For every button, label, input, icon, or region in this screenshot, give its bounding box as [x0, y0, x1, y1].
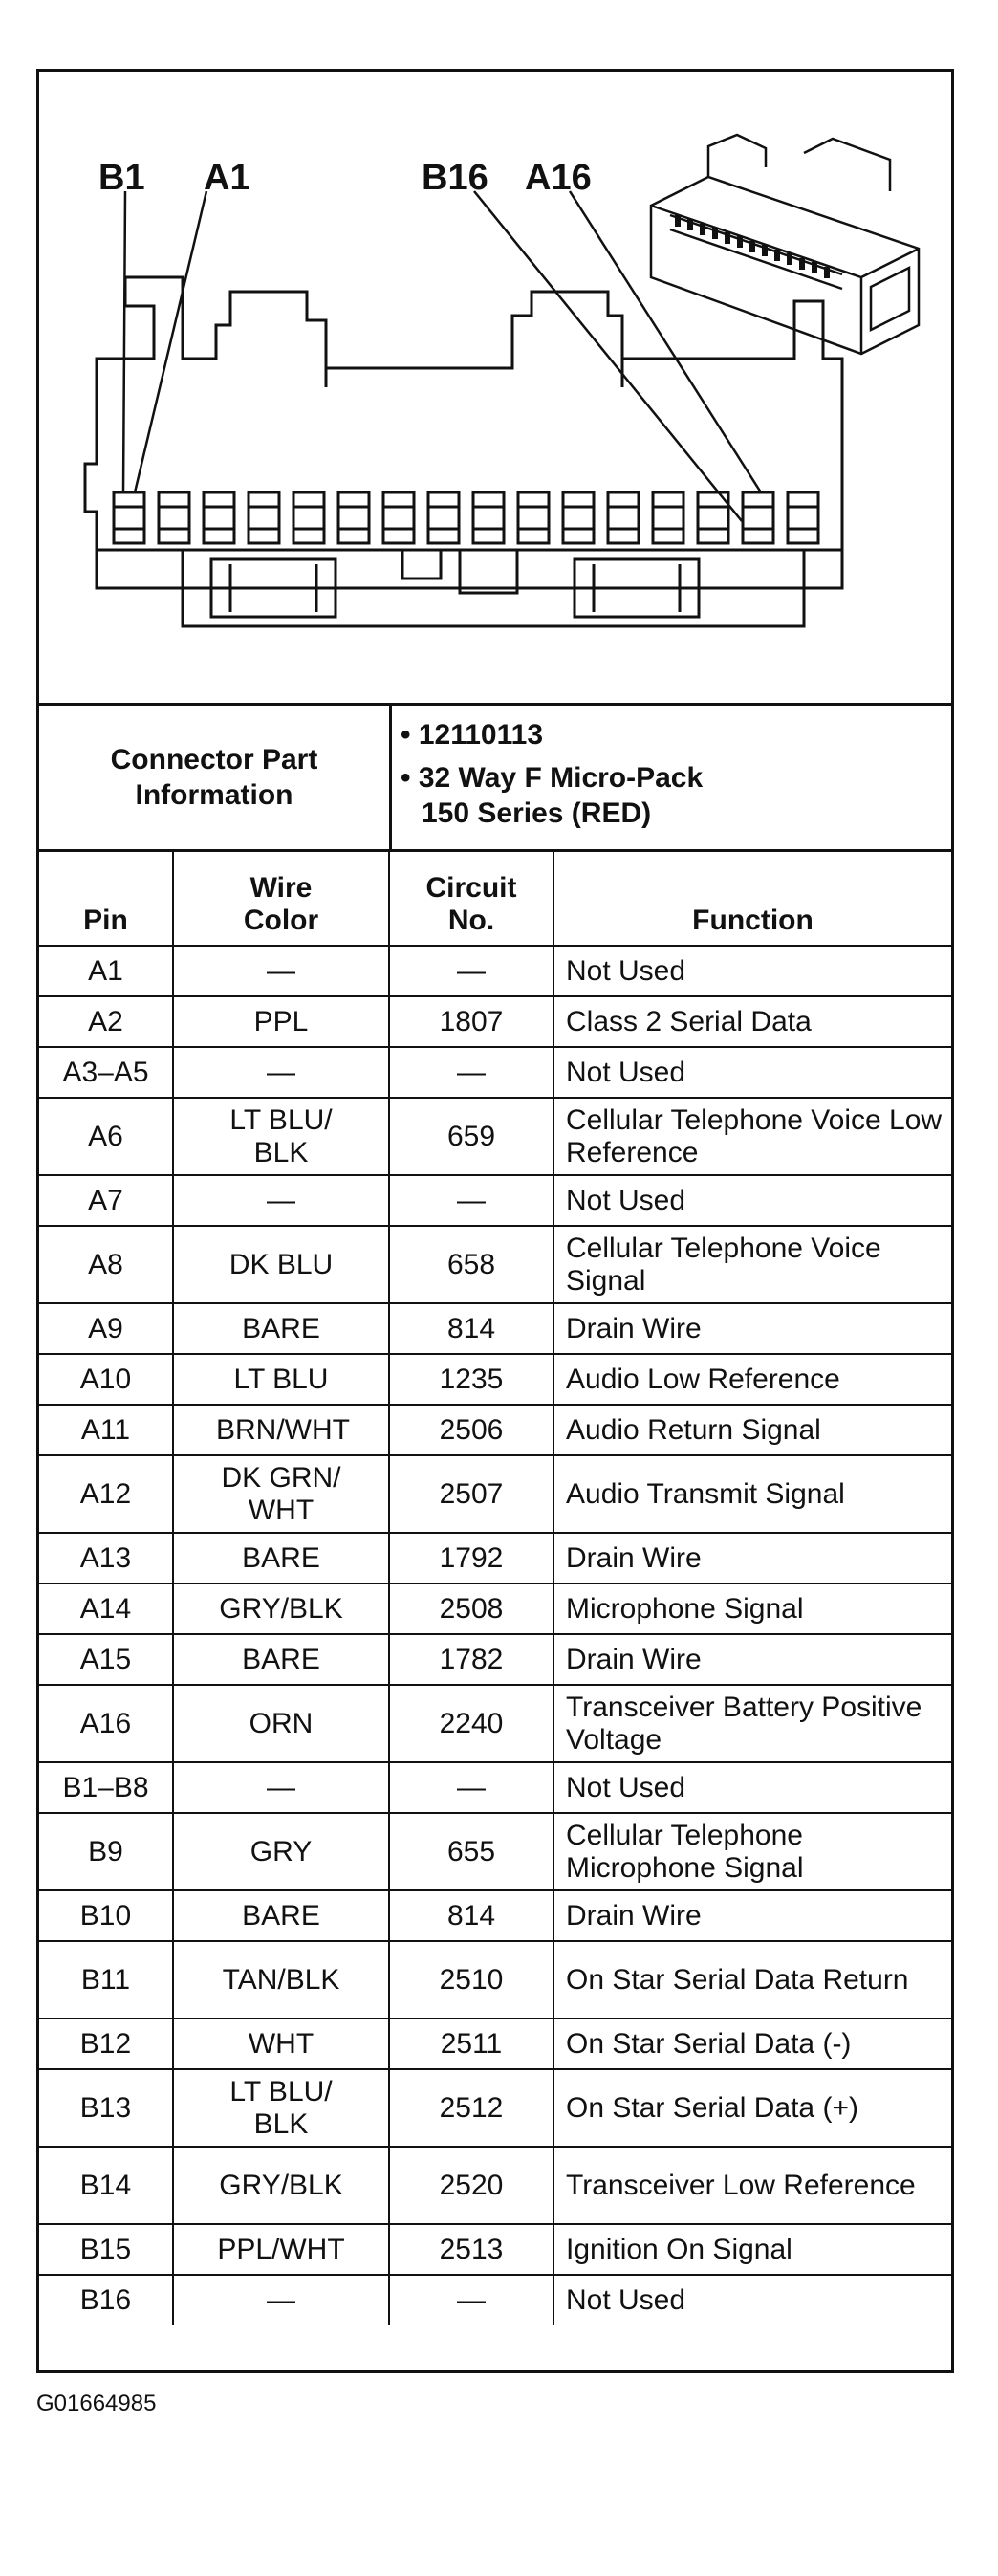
pin-cell: A6: [39, 1098, 173, 1175]
circuit-cell: 2513: [389, 2224, 553, 2275]
pin-cavity: [608, 507, 639, 543]
wire-color-cell: PPL: [173, 996, 389, 1047]
table-row: [39, 1047, 951, 1098]
pin-cavity: [743, 492, 773, 529]
pin-cavity: [204, 492, 234, 529]
function-cell: Ignition On Signal: [553, 2224, 951, 2275]
table-row: [39, 1583, 951, 1634]
table-row: [39, 946, 951, 996]
circuit-cell: —: [389, 946, 553, 996]
wire-color-cell: —: [173, 946, 389, 996]
pin-cavity: [428, 507, 459, 543]
pin-cavity: [114, 507, 144, 543]
pin-cavity: [518, 492, 549, 529]
function-cell: Cellular Telephone Voice Signal: [553, 1226, 951, 1303]
circuit-cell: —: [389, 2275, 553, 2325]
label-b1: B1: [98, 158, 145, 198]
wire-color-cell: TAN/BLK: [173, 1941, 389, 2019]
pin-cavity: [743, 507, 773, 543]
function-cell: Audio Low Reference: [553, 1354, 951, 1405]
pin-cavity: [653, 507, 683, 543]
pin-cell: A16: [39, 1685, 173, 1762]
wire-color-cell: BRN/WHT: [173, 1405, 389, 1455]
pin-cell: A7: [39, 1175, 173, 1226]
wire-color-cell: LT BLU/ BLK: [173, 1098, 389, 1175]
table-row: [39, 1175, 951, 1226]
pin-cavity: [428, 492, 459, 529]
function-cell: Drain Wire: [553, 1634, 951, 1685]
pin-cavity: [473, 507, 504, 543]
pin-cell: A11: [39, 1405, 173, 1455]
circuit-cell: 2511: [389, 2019, 553, 2069]
wire-color-cell: LT BLU: [173, 1354, 389, 1405]
table-row: [39, 1405, 951, 1455]
wire-color-cell: ORN: [173, 1685, 389, 1762]
pin-cell: B13: [39, 2069, 173, 2147]
pinout-rows: [39, 946, 951, 2325]
table-header-row: [39, 850, 951, 946]
circuit-cell: 2510: [389, 1941, 553, 2019]
table-row: [39, 2069, 951, 2147]
table-row: [39, 1354, 951, 1405]
pin-cavity: [249, 507, 279, 543]
wire-color-cell: GRY/BLK: [173, 1583, 389, 1634]
pin-cell: B9: [39, 1813, 173, 1890]
function-cell: Audio Return Signal: [553, 1405, 951, 1455]
connector-diagram: [39, 72, 951, 706]
function-cell: Not Used: [553, 1047, 951, 1098]
pin-grid: [114, 492, 818, 543]
pin-cavity: [159, 492, 189, 529]
header-wire-color: Wire Color: [173, 850, 389, 946]
pin-cell: A10: [39, 1354, 173, 1405]
pin-cavity: [293, 492, 324, 529]
connector-part-information: [39, 706, 951, 852]
circuit-cell: 1807: [389, 996, 553, 1047]
circuit-cell: —: [389, 1175, 553, 1226]
circuit-cell: 655: [389, 1813, 553, 1890]
connector-type: • 32 Way F Micro-Pack: [401, 762, 704, 794]
function-cell: Transceiver Battery Positive Voltage: [553, 1685, 951, 1762]
pin-cell: A13: [39, 1533, 173, 1583]
pin-cavity: [338, 492, 369, 529]
function-cell: Microphone Signal: [553, 1583, 951, 1634]
pin-cell: B15: [39, 2224, 173, 2275]
circuit-cell: 2507: [389, 1455, 553, 1533]
function-cell: Transceiver Low Reference: [553, 2147, 951, 2224]
wire-color-cell: GRY: [173, 1813, 389, 1890]
function-cell: Not Used: [553, 1175, 951, 1226]
table-row: [39, 996, 951, 1047]
pin-cell: B12: [39, 2019, 173, 2069]
table-row: [39, 1685, 951, 1762]
pin-cavity: [114, 492, 144, 529]
function-cell: Not Used: [553, 1762, 951, 1813]
function-cell: Not Used: [553, 2275, 951, 2325]
pin-cavity: [293, 507, 324, 543]
pin-cavity: [473, 492, 504, 529]
wire-color-cell: —: [173, 1047, 389, 1098]
function-cell: Drain Wire: [553, 1533, 951, 1583]
header-circuit-no: Circuit No.: [389, 850, 553, 946]
pin-cavity: [788, 492, 818, 529]
wire-color-cell: BARE: [173, 1634, 389, 1685]
table-row: [39, 1455, 951, 1533]
function-cell: On Star Serial Data Return: [553, 1941, 951, 2019]
wire-color-cell: GRY/BLK: [173, 2147, 389, 2224]
wire-color-cell: LT BLU/ BLK: [173, 2069, 389, 2147]
pin-cavity: [608, 492, 639, 529]
connector-series: 150 Series (RED): [422, 797, 652, 829]
wire-color-cell: BARE: [173, 1303, 389, 1354]
pin-cavity: [563, 507, 594, 543]
pin-cell: B10: [39, 1890, 173, 1941]
function-cell: Not Used: [553, 946, 951, 996]
circuit-cell: 1235: [389, 1354, 553, 1405]
wire-color-cell: PPL/WHT: [173, 2224, 389, 2275]
table-row: [39, 1813, 951, 1890]
pin-cell: A2: [39, 996, 173, 1047]
table-row: [39, 2224, 951, 2275]
pin-cell: A14: [39, 1583, 173, 1634]
circuit-cell: —: [389, 1762, 553, 1813]
pin-cell: B11: [39, 1941, 173, 2019]
wire-color-cell: DK GRN/ WHT: [173, 1455, 389, 1533]
wire-color-cell: DK BLU: [173, 1226, 389, 1303]
wire-color-cell: —: [173, 1762, 389, 1813]
pin-cell: B1–B8: [39, 1762, 173, 1813]
table-row: [39, 1634, 951, 1685]
pin-cell: B16: [39, 2275, 173, 2325]
circuit-cell: 1782: [389, 1634, 553, 1685]
table-row: [39, 1890, 951, 1941]
header-function: Function: [553, 850, 951, 946]
circuit-cell: 814: [389, 1890, 553, 1941]
pin-cavity: [518, 507, 549, 543]
pin-cavity: [249, 492, 279, 529]
pin-cavity: [788, 507, 818, 543]
pin-cell: A3–A5: [39, 1047, 173, 1098]
figure-code: G01664985: [36, 2390, 157, 2416]
label-a16: A16: [525, 158, 592, 198]
part-number: • 12110113: [401, 719, 544, 751]
wire-color-cell: —: [173, 2275, 389, 2325]
pin-cavity: [383, 507, 414, 543]
pin-cavity: [383, 492, 414, 529]
function-cell: On Star Serial Data (+): [553, 2069, 951, 2147]
function-cell: Class 2 Serial Data: [553, 996, 951, 1047]
circuit-cell: 2508: [389, 1583, 553, 1634]
table-row: [39, 1098, 951, 1175]
pin-cavity: [563, 492, 594, 529]
pin-cavity: [338, 507, 369, 543]
wire-color-cell: WHT: [173, 2019, 389, 2069]
function-cell: Audio Transmit Signal: [553, 1455, 951, 1533]
table-row: [39, 1762, 951, 1813]
wire-color-cell: BARE: [173, 1890, 389, 1941]
pin-cell: B14: [39, 2147, 173, 2224]
function-cell: Drain Wire: [553, 1303, 951, 1354]
wire-color-cell: BARE: [173, 1533, 389, 1583]
wire-color-cell: —: [173, 1175, 389, 1226]
table-row: [39, 2147, 951, 2224]
circuit-cell: 2240: [389, 1685, 553, 1762]
connector-document: [36, 69, 954, 2373]
label-a1: A1: [204, 158, 250, 198]
circuit-cell: 659: [389, 1098, 553, 1175]
pin-cell: A1: [39, 946, 173, 996]
table-row: [39, 2019, 951, 2069]
connector-info-header: Connector Part Information: [39, 706, 392, 849]
pinout-table: [39, 849, 951, 2325]
connector-isometric-icon: [651, 135, 919, 354]
circuit-cell: 1792: [389, 1533, 553, 1583]
function-cell: Drain Wire: [553, 1890, 951, 1941]
table-row: [39, 1303, 951, 1354]
function-cell: On Star Serial Data (-): [553, 2019, 951, 2069]
pin-cell: A9: [39, 1303, 173, 1354]
pin-cavity: [159, 507, 189, 543]
table-row: [39, 1533, 951, 1583]
header-pin: Pin: [39, 850, 173, 946]
function-cell: Cellular Telephone Microphone Signal: [553, 1813, 951, 1890]
table-row: [39, 2275, 951, 2325]
circuit-cell: 2520: [389, 2147, 553, 2224]
table-row: [39, 1226, 951, 1303]
connector-face-drawing: [39, 72, 951, 703]
circuit-cell: 658: [389, 1226, 553, 1303]
pin-cavity: [698, 507, 728, 543]
connector-info-details: [401, 717, 703, 831]
pin-cavity: [653, 492, 683, 529]
label-b16: B16: [422, 158, 488, 198]
pin-cavity: [204, 507, 234, 543]
pin-cell: A15: [39, 1634, 173, 1685]
circuit-cell: 2512: [389, 2069, 553, 2147]
circuit-cell: 2506: [389, 1405, 553, 1455]
function-cell: Cellular Telephone Voice Low Reference: [553, 1098, 951, 1175]
table-row: [39, 1941, 951, 2019]
pin-cell: A8: [39, 1226, 173, 1303]
circuit-cell: 814: [389, 1303, 553, 1354]
circuit-cell: —: [389, 1047, 553, 1098]
pin-cell: A12: [39, 1455, 173, 1533]
